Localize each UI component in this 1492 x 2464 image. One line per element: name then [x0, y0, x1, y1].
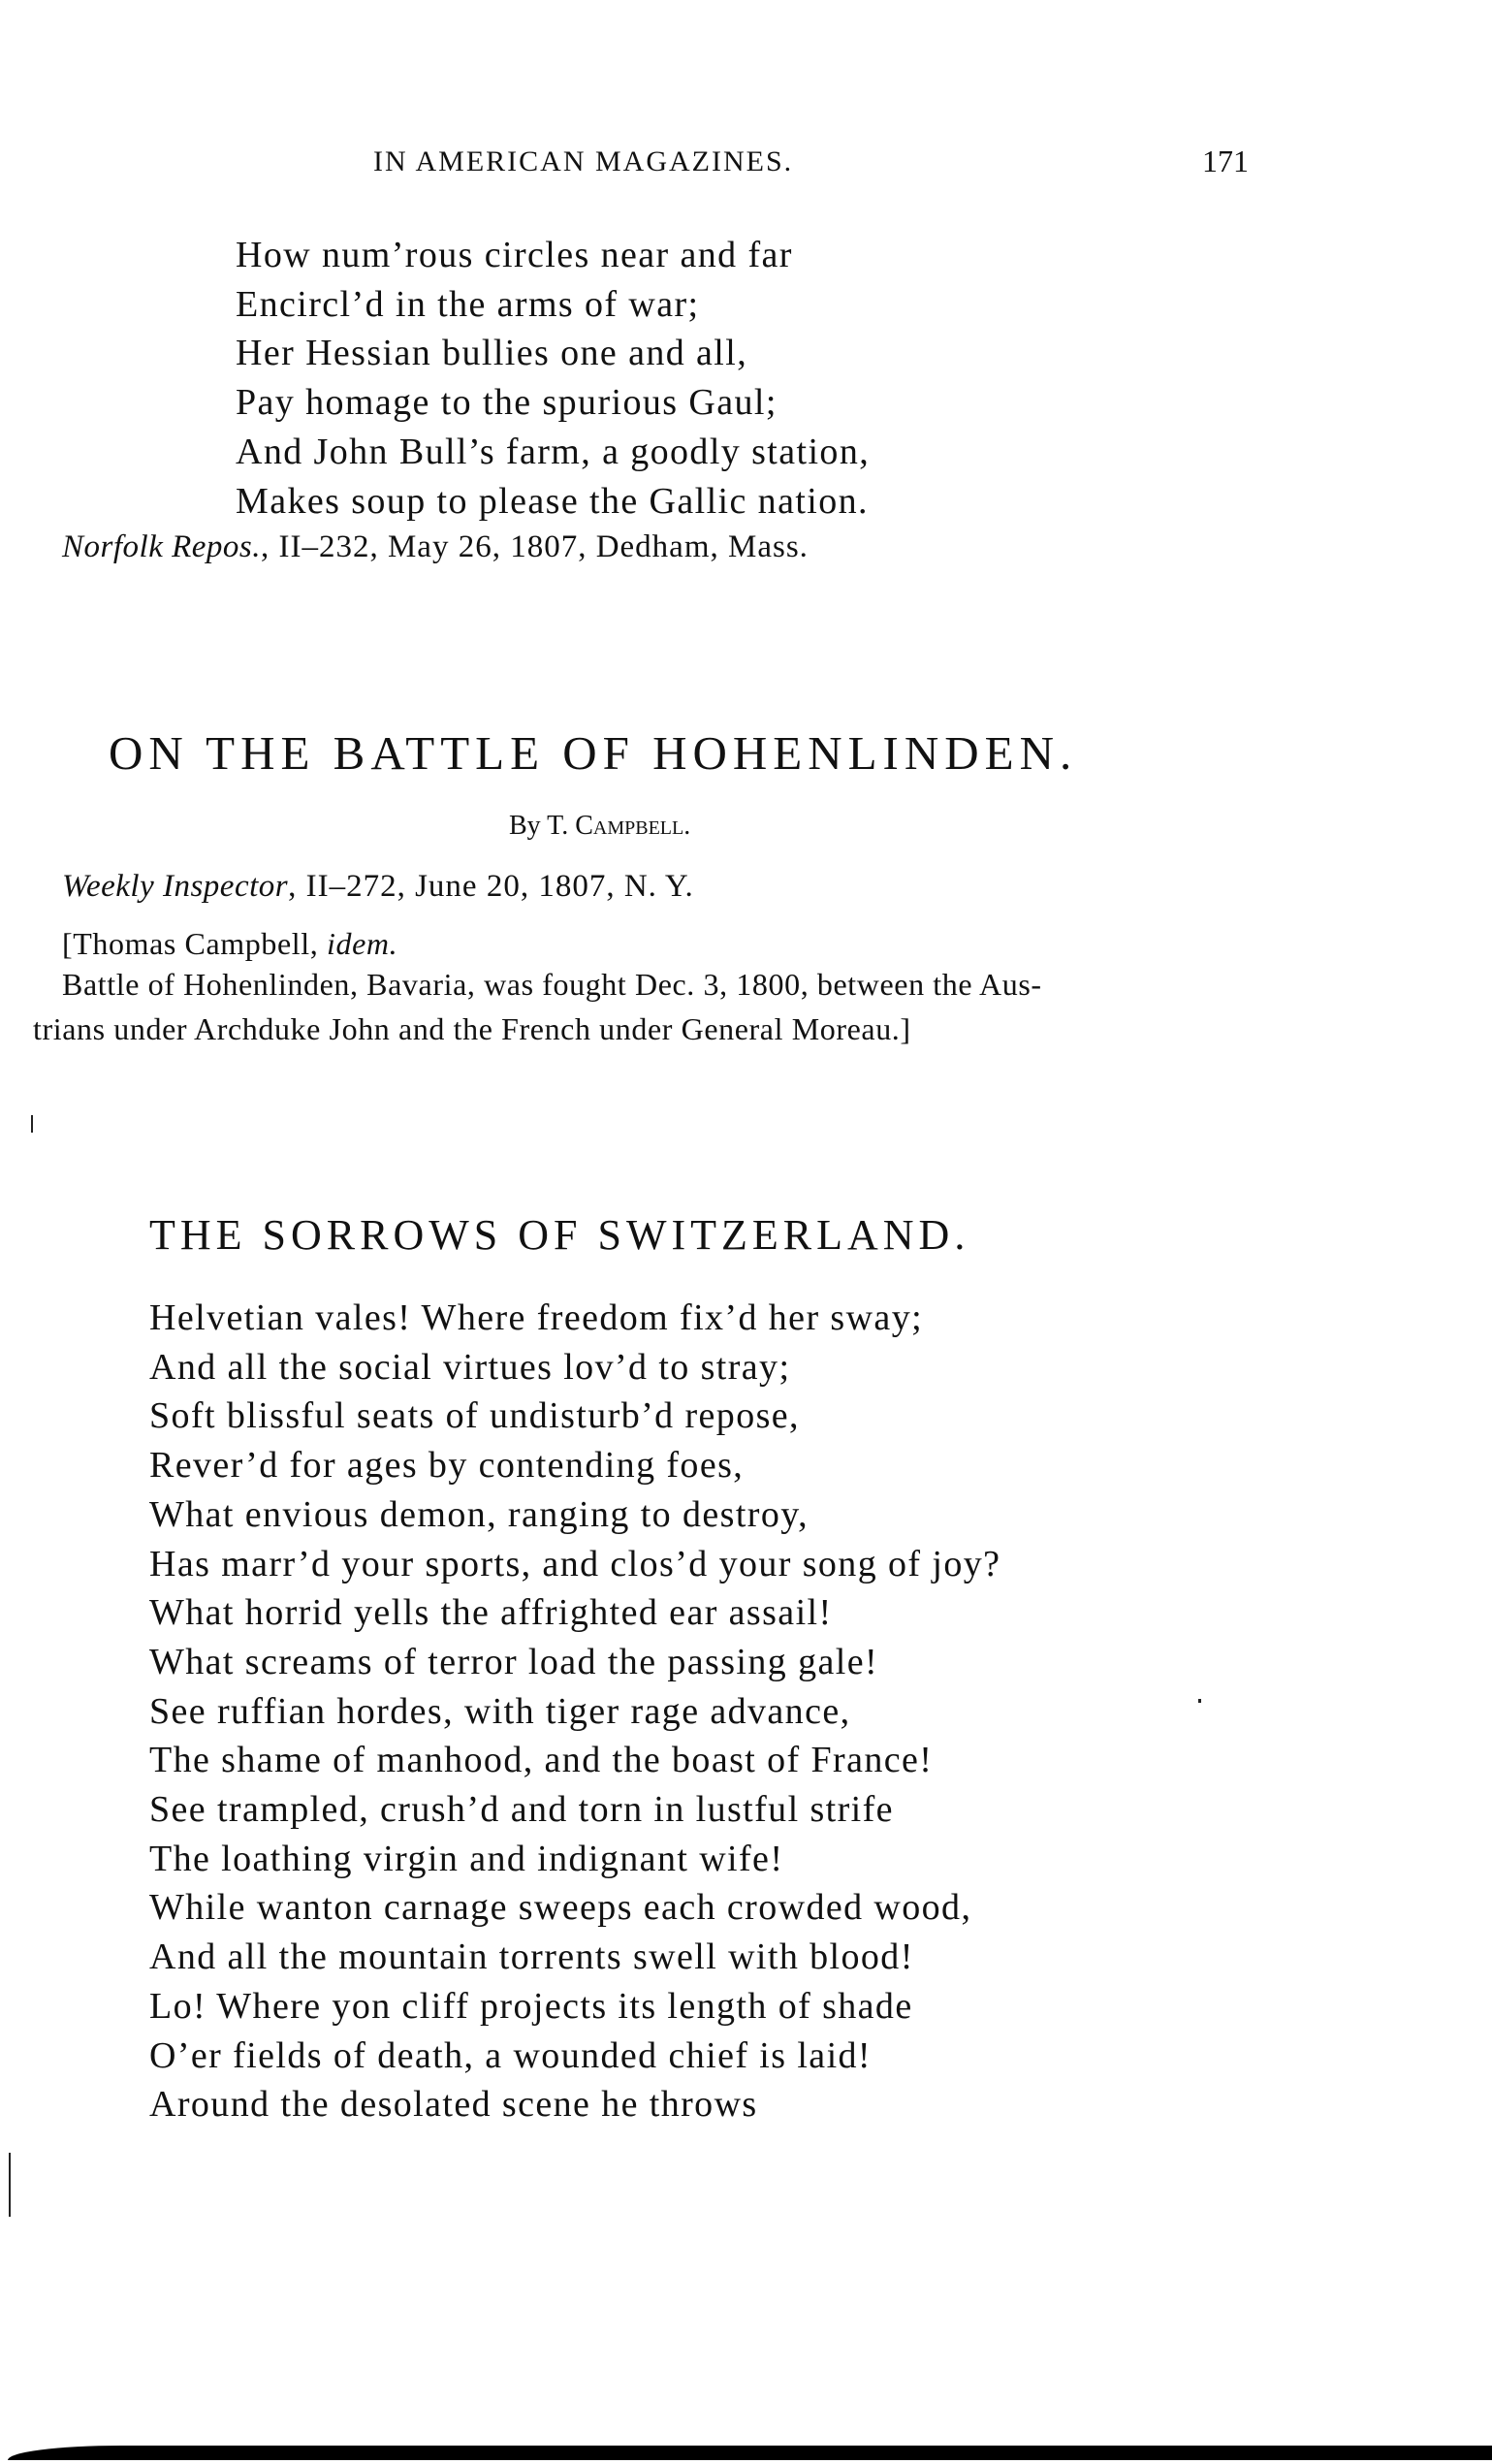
poem-line: Has marr’d your sports, and clos’d your song of joy? [149, 1543, 1001, 1584]
poem-line: Soft blissful seats of undisturb’d repose, [149, 1395, 800, 1437]
poem [149, 1294, 1000, 2129]
scan-mark [9, 2153, 11, 2217]
poem-line: Lo! Where yon cliff projects its length of shade [149, 1985, 913, 2027]
page-edge-shadow [8, 2446, 1492, 2460]
scan-speck [1198, 1699, 1201, 1703]
article-title: THE SORROWS OF SWITZERLAND. [149, 1211, 970, 1259]
poem-line: See trampled, crush’d and torn in lustful strife [149, 1789, 894, 1831]
source-details: , II–272, June 20, 1807, N. Y. [288, 869, 694, 904]
poem-line: While wanton carnage sweeps each crowded wood, [149, 1887, 972, 1929]
poem-line: Around the desolated scene he throws [149, 2084, 758, 2126]
poem-line: Pay homage to the spurious Gaul; [236, 382, 778, 424]
poem-line: Encircl’d in the arms of war; [236, 283, 700, 325]
poem-line: The loathing virgin and indignant wife! [149, 1838, 784, 1879]
poem-line: The shame of manhood, and the boast of France! [149, 1740, 934, 1781]
editorial-note-line: Battle of Hohenlinden, Bavaria, was fought Dec. 3, 1800, between the Aus- [62, 967, 1042, 1002]
editorial-note-line: trians under Archduke John and the French under General Moreau.] [33, 1011, 911, 1046]
poem-line: And John Bull’s farm, a goodly station, [236, 431, 871, 472]
byline-author: Campbell. [575, 811, 691, 841]
poem-line: See ruffian hordes, with tiger rage advance, [149, 1690, 851, 1732]
note-text: [Thomas Campbell, [62, 926, 327, 961]
poem-line: What horrid yells the affrighted ear assail! [149, 1592, 833, 1634]
poem-line: What envious demon, ranging to destroy, [149, 1493, 809, 1535]
editorial-note-line [62, 926, 397, 962]
source-citation [62, 529, 809, 565]
source-details: , II–232, May 26, 1807, Dedham, Mass. [260, 529, 809, 564]
page-number: 171 [1202, 144, 1249, 178]
poem-line: And all the mountain torrents swell with blood! [149, 1936, 914, 1978]
byline-prefix: By T. [509, 811, 576, 841]
source-title: Norfolk Repos. [62, 529, 261, 564]
poem-line: Her Hessian bullies one and all, [236, 333, 748, 374]
poem-fragment [236, 231, 870, 526]
poem-line: Rever’d for ages by contending foes, [149, 1445, 745, 1487]
source-title: Weekly Inspector [62, 869, 289, 904]
poem-line: O’er fields of death, a wounded chief is laid! [149, 2034, 872, 2076]
poem-line: Makes soup to please the Gallic nation. [236, 480, 869, 522]
scan-mark [31, 1115, 33, 1133]
poem-line: Helvetian vales! Where freedom fix’d her sway; [149, 1297, 924, 1338]
poem-line: How num’rous circles near and far [236, 235, 793, 275]
poem-line: What screams of terror load the passing gale! [149, 1641, 879, 1682]
article-title: ON THE BATTLE OF HOHENLINDEN. [109, 726, 1078, 780]
source-citation [62, 869, 694, 905]
poem-line: And all the social virtues lov’d to stray; [149, 1346, 791, 1388]
running-header: IN AMERICAN MAGAZINES. [373, 145, 794, 177]
byline [509, 811, 690, 842]
note-italic: idem. [326, 926, 398, 961]
